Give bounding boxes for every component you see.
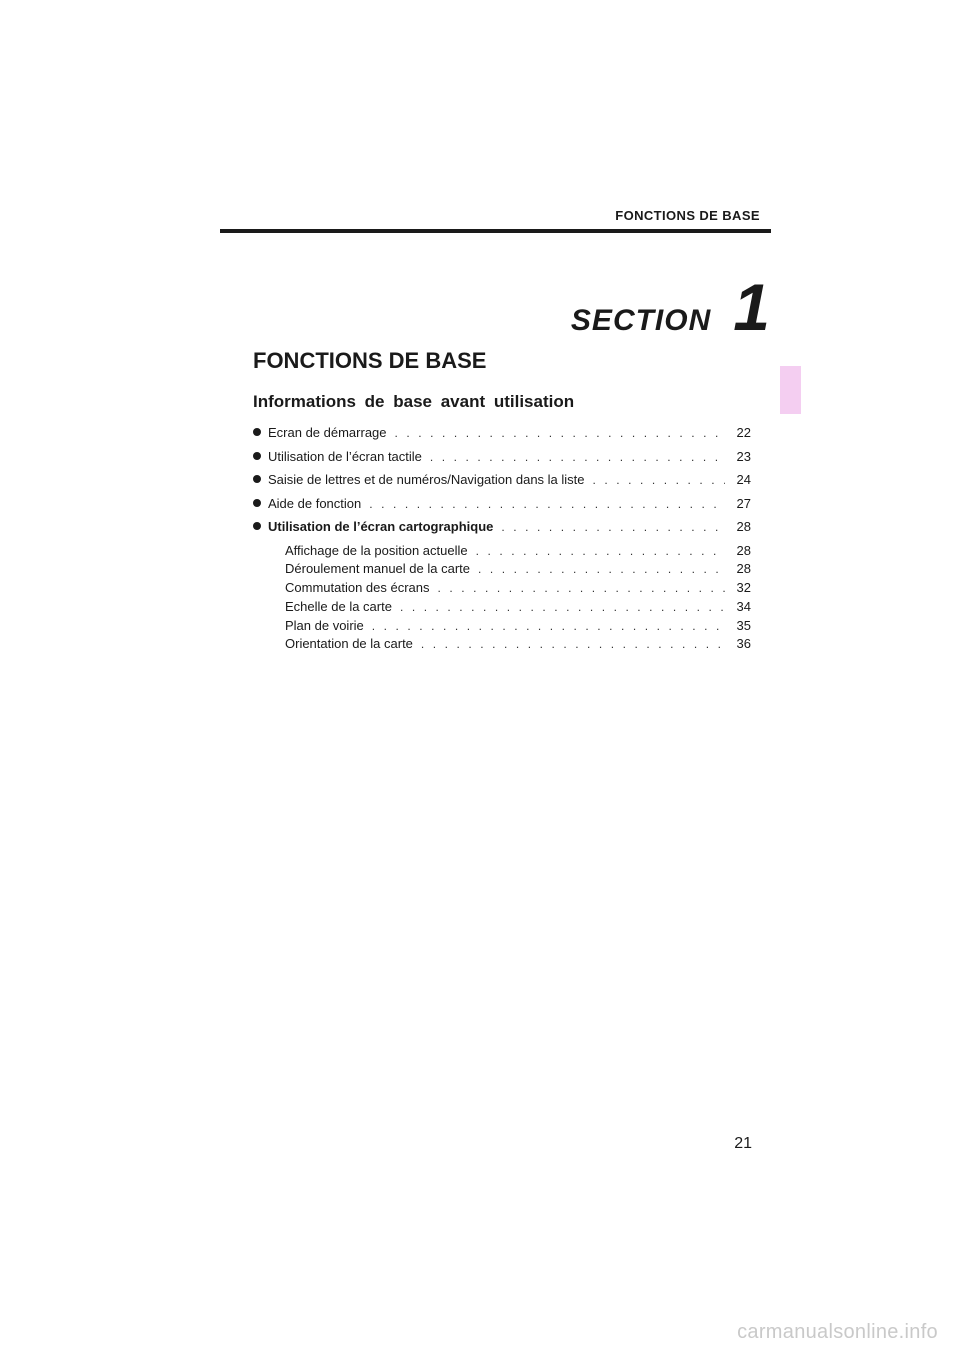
section-thumb-tab (780, 366, 801, 414)
dot-leader (593, 473, 725, 487)
dot-leader (369, 497, 725, 511)
toc-subentry-label: Echelle de la carte (285, 598, 392, 614)
section-number: 1 (733, 270, 770, 344)
toc-subentry-orientation-carte[interactable] (253, 636, 751, 655)
toc-subentry-label: Plan de voirie (285, 617, 364, 633)
toc-subentry-label: Déroulement manuel de la carte (285, 561, 470, 577)
chapter-title: FONCTIONS DE BASE (253, 348, 487, 373)
toc-subentry-position-actuelle[interactable] (253, 543, 751, 562)
toc-entry-label: Ecran de démarrage (268, 425, 387, 440)
toc-entry-saisie-lettres[interactable] (253, 472, 751, 496)
watermark: carmanualsonline.info (737, 1321, 938, 1343)
bullet-icon (253, 475, 261, 483)
toc-entry-label: Saisie de lettres et de numéros/Navigation dans la liste (268, 472, 585, 487)
section-word: SECTION (570, 304, 712, 337)
page-number: 21 (734, 1135, 752, 1152)
toc-subentry-label: Orientation de la carte (285, 636, 413, 652)
chapter-subtitle: Informations de base avant utilisation (253, 392, 575, 411)
toc-subentry-page: 28 (736, 542, 751, 558)
toc-subentry-echelle-carte[interactable] (253, 599, 751, 618)
toc-entry-ecran-cartographique[interactable] (253, 519, 751, 543)
table-of-contents (253, 425, 751, 655)
toc-entry-page: 22 (736, 425, 751, 440)
toc-subentry-page: 35 (736, 617, 751, 633)
toc-entry-page: 27 (736, 495, 751, 511)
toc-subentry-deroulement-manuel[interactable] (253, 561, 751, 580)
toc-entry-label: Utilisation de l’écran cartographique (268, 519, 494, 534)
dot-leader (395, 426, 725, 440)
bullet-icon (253, 428, 261, 436)
dot-leader (478, 562, 725, 576)
toc-subentry-plan-voirie[interactable] (253, 618, 751, 637)
toc-subentry-page: 36 (736, 636, 751, 652)
section-heading (570, 270, 770, 344)
toc-entry-label: Utilisation de l’écran tactile (268, 448, 422, 464)
toc-subentry-label: Commutation des écrans (285, 580, 430, 596)
toc-entry-page: 23 (736, 448, 751, 464)
bullet-icon (253, 499, 261, 507)
dot-leader (501, 520, 725, 534)
bullet-icon (253, 522, 261, 530)
bullet-icon (253, 452, 261, 460)
toc-subentry-page: 32 (736, 580, 751, 596)
running-header: FONCTIONS DE BASE (615, 208, 760, 223)
dot-leader (430, 450, 725, 464)
toc-entry-aide-fonction[interactable] (253, 496, 751, 520)
dot-leader (438, 581, 725, 595)
dot-leader (372, 619, 725, 633)
dot-leader (421, 637, 725, 651)
dot-leader (400, 600, 725, 614)
toc-entry-page: 24 (736, 472, 751, 487)
toc-subentry-commutation-ecrans[interactable] (253, 580, 751, 599)
header-rule (220, 229, 771, 233)
toc-subentry-page: 28 (736, 561, 751, 577)
toc-subentry-page: 34 (736, 598, 751, 614)
toc-entry-page: 28 (736, 519, 751, 534)
toc-entry-ecran-demarrage[interactable] (253, 425, 751, 449)
toc-subentry-label: Affichage de la position actuelle (285, 542, 468, 558)
dot-leader (476, 544, 725, 558)
toc-entry-ecran-tactile[interactable] (253, 449, 751, 473)
toc-entry-label: Aide de fonction (268, 495, 362, 511)
